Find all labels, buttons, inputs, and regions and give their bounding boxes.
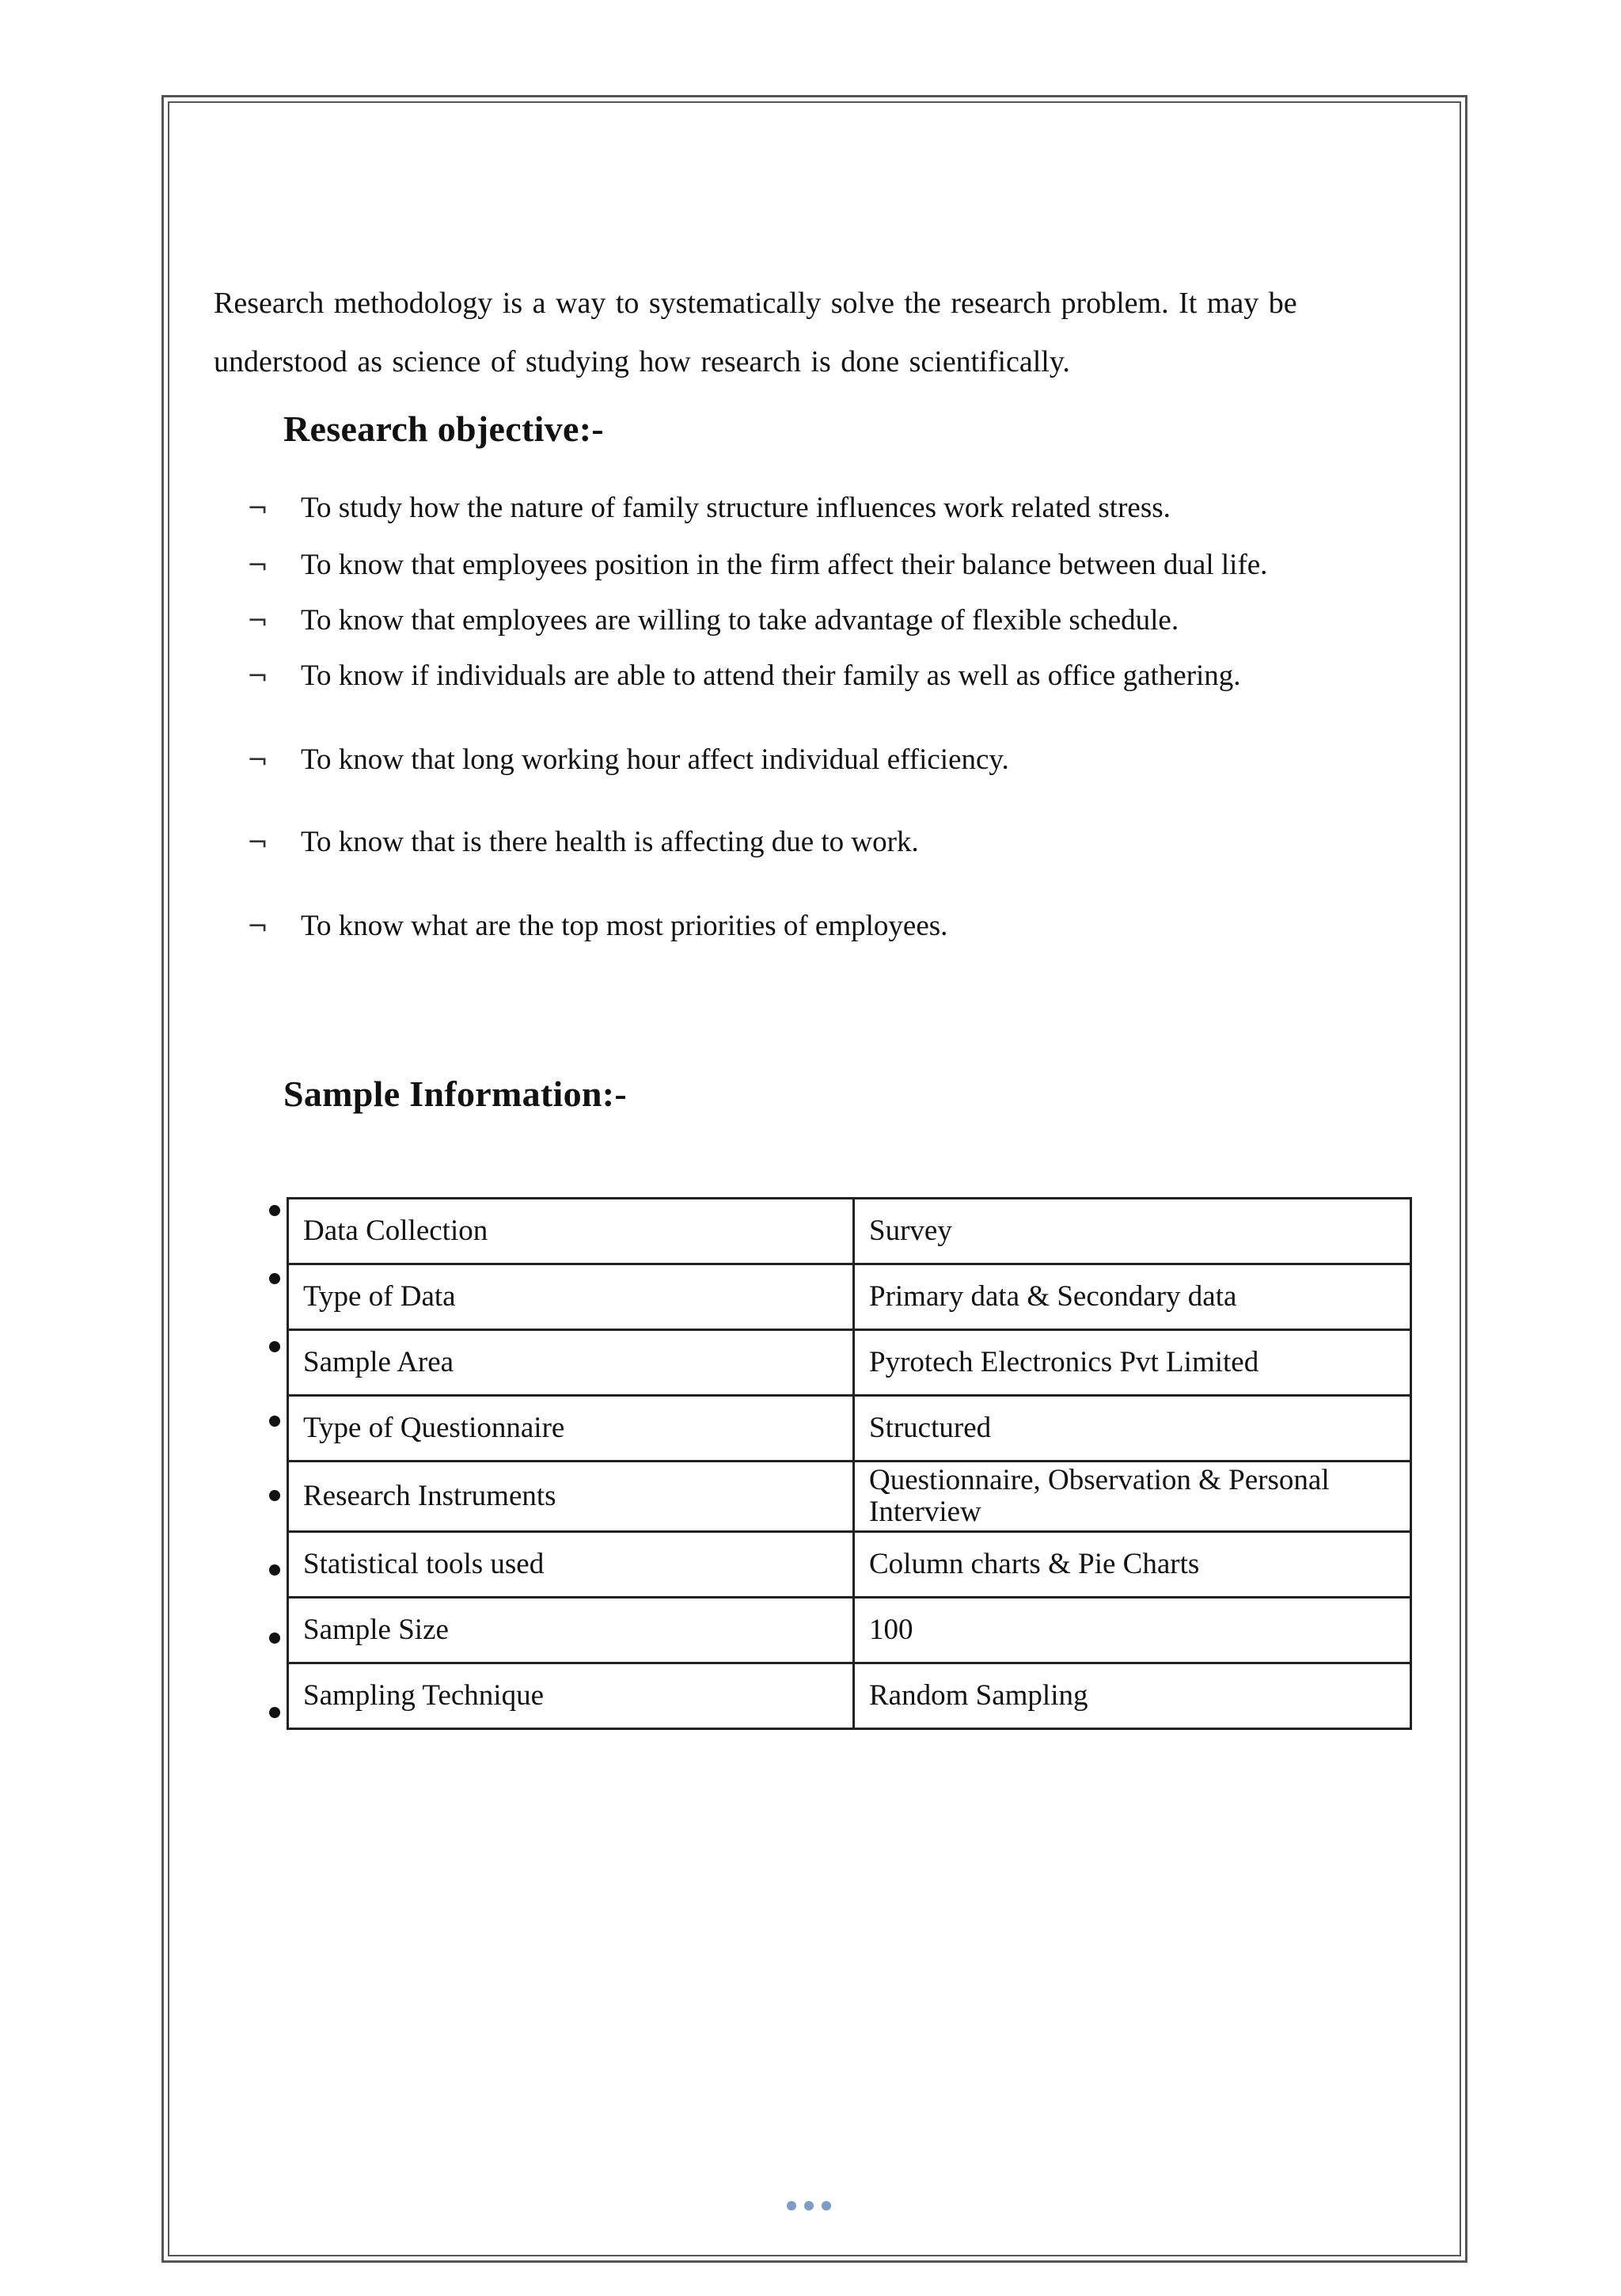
row-value: Pyrotech Electronics Pvt Limited [854, 1330, 1411, 1396]
row-value: Column charts & Pie Charts [854, 1532, 1411, 1598]
objective-text: To know that employees position in the firm affect their balance between dual life. [301, 549, 1268, 581]
sample-information-heading: Sample Information:- [283, 1074, 628, 1114]
negation-marker-icon: ¬ [247, 661, 268, 691]
row-label: Type of Questionnaire [288, 1396, 854, 1462]
row-label: Sampling Technique [288, 1663, 854, 1729]
objective-item [247, 491, 1171, 526]
bullet-dot-icon [269, 1273, 280, 1284]
sample-information-table [287, 1197, 1412, 1730]
objective-text: To study how the nature of family structure influences work related stress. [301, 492, 1171, 524]
objective-text: To know what are the top most priorities of employees. [301, 910, 948, 942]
dot-icon [822, 2201, 831, 2210]
dot-icon [787, 2201, 796, 2210]
objective-item [247, 743, 1009, 777]
objective-text: To know that is there health is affecting due to work. [301, 826, 919, 858]
row-label: Data Collection [288, 1199, 854, 1264]
row-value: Questionnaire, Observation & Personal Interview [854, 1462, 1411, 1532]
row-label: Research Instruments [288, 1462, 854, 1532]
table-row [288, 1264, 1411, 1330]
page-footer-dots [787, 2201, 831, 2210]
bullet-dot-icon [269, 1416, 280, 1427]
row-value: Structured [854, 1396, 1411, 1462]
table-row [288, 1663, 1411, 1729]
objective-item [247, 825, 919, 860]
dot-icon [804, 2201, 814, 2210]
objective-text: To know if individuals are able to attend their family as well as office gathering. [301, 660, 1241, 692]
table-row [288, 1199, 1411, 1264]
intro-paragraph: Research methodology is a way to systematically solve the research problem. It may be understood as science of studying how research is done scientifically. [214, 287, 1297, 378]
bullet-dot-icon [269, 1633, 280, 1644]
row-label: Sample Size [288, 1598, 854, 1663]
bullet-dot-icon [269, 1205, 280, 1216]
row-label: Sample Area [288, 1330, 854, 1396]
row-value: Primary data & Secondary data [854, 1264, 1411, 1330]
objective-item [247, 909, 947, 944]
objective-text: To know that employees are willing to take advantage of flexible schedule. [301, 604, 1179, 637]
negation-marker-icon: ¬ [247, 827, 268, 857]
bullet-dot-icon [269, 1490, 280, 1501]
negation-marker-icon: ¬ [247, 606, 268, 636]
table-row [288, 1396, 1411, 1462]
bullet-dot-icon [269, 1341, 280, 1352]
bullet-dot-icon [269, 1564, 280, 1576]
row-value: Survey [854, 1199, 1411, 1264]
negation-marker-icon: ¬ [247, 550, 268, 580]
negation-marker-icon: ¬ [247, 911, 268, 941]
table-row [288, 1330, 1411, 1396]
table-row [288, 1598, 1411, 1663]
objective-item [247, 603, 1179, 638]
objective-item [247, 659, 1241, 694]
negation-marker-icon: ¬ [247, 493, 268, 523]
table-row [288, 1462, 1411, 1532]
row-label: Statistical tools used [288, 1532, 854, 1598]
table-bullet-column [269, 1196, 285, 1750]
bullet-dot-icon [269, 1707, 280, 1718]
row-label: Type of Data [288, 1264, 854, 1330]
table-row [288, 1532, 1411, 1598]
row-value: Random Sampling [854, 1663, 1411, 1729]
research-objective-heading: Research objective:- [283, 409, 604, 449]
objective-text: To know that long working hour affect individual efficiency. [301, 743, 1009, 776]
negation-marker-icon: ¬ [247, 745, 268, 775]
row-value: 100 [854, 1598, 1411, 1663]
objective-item [247, 548, 1267, 583]
